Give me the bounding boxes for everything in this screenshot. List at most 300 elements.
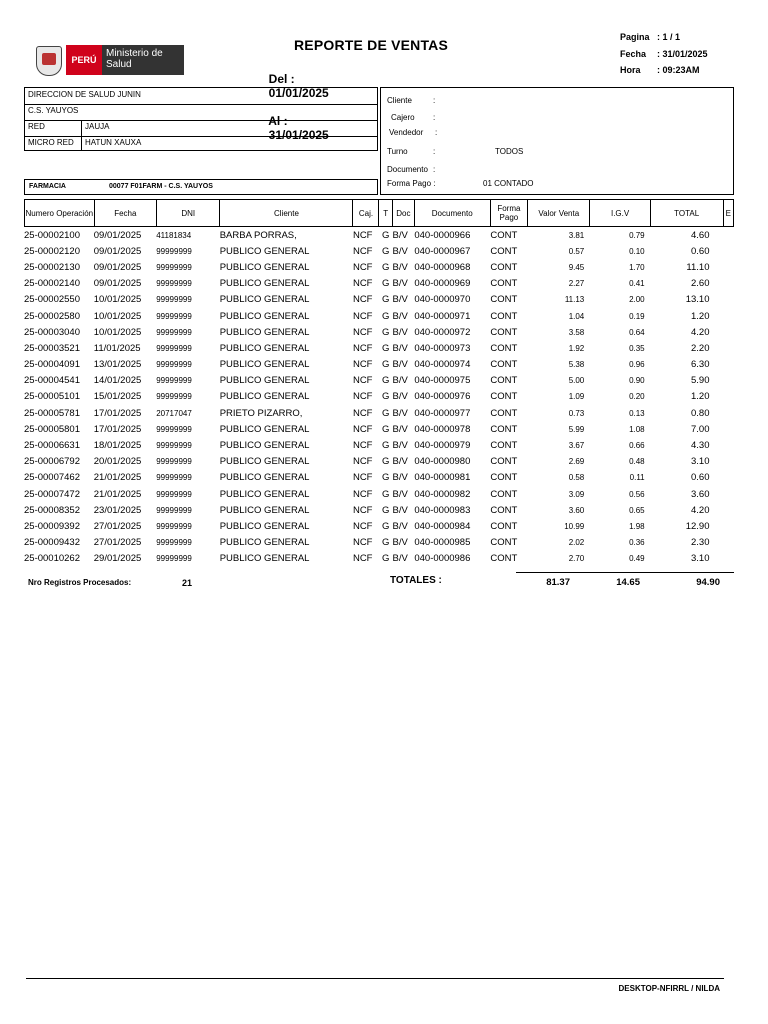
table-row [24, 551, 734, 567]
table-row [24, 518, 734, 534]
cell-forma-pago: CONT [490, 456, 518, 468]
cell-fecha: 29/01/2025 [93, 553, 142, 565]
table-row [24, 389, 734, 405]
cell-dni: 99999999 [156, 554, 192, 564]
cell-e [724, 502, 735, 518]
cell-t: G [382, 520, 390, 532]
cell-t: G [382, 423, 390, 435]
cell-dni: 99999999 [156, 489, 192, 499]
cell-dni: 99999999 [156, 327, 192, 337]
col-documento: Documento [414, 200, 490, 227]
cell-t: G [382, 488, 390, 500]
cell-fecha: 10/01/2025 [93, 326, 142, 338]
cell-numero-operacion: 25-00003521 [24, 342, 80, 354]
cell-igv: 0.10 [629, 246, 645, 256]
cell-forma-pago: CONT [490, 553, 518, 565]
cell-total: 12.90 [685, 520, 710, 532]
cell-valor-venta: 11.13 [564, 295, 585, 305]
cell-total: 3.10 [691, 456, 710, 468]
cell-e [724, 421, 735, 437]
fecha-label: Fecha [620, 49, 647, 59]
cell-fecha: 09/01/2025 [93, 278, 142, 290]
total-valor-venta: 81.37 [546, 577, 570, 588]
cell-t: G [382, 504, 390, 516]
col-caj: Caj. [353, 200, 379, 227]
cell-t: G [382, 456, 390, 468]
cell-total: 4.60 [691, 229, 710, 241]
cell-fecha: 10/01/2025 [93, 310, 142, 322]
table-row [24, 308, 734, 324]
cell-cliente: PUBLICO GENERAL [219, 553, 310, 565]
cs-text: C.S. YAUYOS [28, 106, 79, 115]
cell-documento: 040-0000970 [414, 294, 471, 306]
cell-dni: 99999999 [156, 441, 192, 451]
cell-documento: 040-0000982 [414, 488, 471, 500]
cell-t: G [382, 375, 390, 387]
totals-divider [516, 572, 734, 573]
cell-documento: 040-0000976 [414, 391, 471, 403]
cell-forma-pago: CONT [490, 342, 518, 354]
turno-value: : [433, 147, 436, 156]
col-cliente: Cliente [220, 200, 353, 227]
cell-forma-pago: CONT [490, 520, 518, 532]
cell-forma-pago: CONT [490, 229, 518, 241]
cell-t: G [382, 553, 390, 565]
del-label: Del : [268, 72, 295, 86]
cell-e [724, 389, 735, 405]
cell-numero-operacion: 25-00010262 [24, 553, 80, 565]
cell-documento: 040-0000979 [414, 440, 471, 452]
cell-valor-venta: 1.09 [568, 392, 585, 402]
cell-t: G [382, 537, 390, 549]
turno-text: TODOS [495, 147, 524, 156]
cell-caj: NCF [352, 488, 373, 500]
cell-valor-venta: 3.58 [568, 327, 585, 337]
cell-doc: B/V [392, 440, 408, 452]
cell-fecha: 09/01/2025 [93, 245, 142, 257]
cell-caj: NCF [352, 310, 373, 322]
sales-table-header [24, 199, 734, 227]
cell-forma-pago: CONT [490, 472, 518, 484]
cell-valor-venta: 3.60 [568, 505, 585, 515]
al-label: Al : [268, 114, 288, 128]
cell-cliente: PUBLICO GENERAL [219, 342, 310, 354]
col-fecha: Fecha [94, 200, 156, 227]
cell-documento: 040-0000968 [414, 261, 471, 273]
cell-forma-pago: CONT [490, 245, 518, 257]
cell-caj: NCF [352, 553, 373, 565]
cell-forma-pago: CONT [490, 278, 518, 290]
cell-valor-venta: 2.69 [568, 457, 585, 467]
cell-dni: 99999999 [156, 343, 192, 353]
cell-doc: B/V [392, 553, 408, 565]
cell-forma-pago: CONT [490, 504, 518, 516]
cell-total: 4.30 [691, 440, 710, 452]
cell-cliente: PUBLICO GENERAL [219, 520, 310, 532]
cell-forma-pago: CONT [490, 407, 518, 419]
cell-forma-pago: CONT [490, 294, 518, 306]
cell-total: 2.30 [691, 537, 710, 549]
cell-total: 0.80 [691, 407, 710, 419]
cell-cliente: PUBLICO GENERAL [219, 294, 310, 306]
cell-t: G [382, 342, 390, 354]
cell-forma-pago: CONT [490, 261, 518, 273]
cell-dni: 41181834 [156, 230, 192, 240]
cell-valor-venta: 0.73 [568, 408, 585, 418]
cell-forma-pago: CONT [490, 326, 518, 338]
cell-dni: 99999999 [156, 262, 192, 272]
cell-fecha: 21/01/2025 [93, 472, 142, 484]
cell-total: 7.00 [691, 423, 710, 435]
red-label: RED [28, 122, 45, 131]
cell-doc: B/V [392, 504, 408, 516]
cell-dni: 99999999 [156, 505, 192, 515]
cell-caj: NCF [352, 537, 373, 549]
cell-caj: NCF [352, 342, 373, 354]
cell-fecha: 23/01/2025 [93, 504, 142, 516]
farmacia-box [24, 179, 378, 195]
cell-igv: 0.35 [629, 343, 645, 353]
cell-forma-pago: CONT [490, 391, 518, 403]
footer-divider [26, 978, 724, 979]
cell-e [724, 551, 735, 567]
establishment-info [24, 87, 378, 151]
cell-fecha: 15/01/2025 [93, 391, 142, 403]
cell-numero-operacion: 25-00005101 [24, 391, 80, 403]
table-row [24, 243, 734, 259]
cell-e [724, 324, 735, 340]
peru-logo: PERÚ [66, 45, 102, 75]
cell-doc: B/V [392, 278, 408, 290]
cell-fecha: 21/01/2025 [93, 488, 142, 500]
cell-cliente: PUBLICO GENERAL [219, 440, 310, 452]
cell-cliente: PRIETO PIZARRO, [219, 407, 303, 419]
cell-numero-operacion: 25-00009392 [24, 520, 80, 532]
cell-numero-operacion: 25-00004541 [24, 375, 80, 387]
cell-numero-operacion: 25-00005781 [24, 407, 80, 419]
cell-fecha: 09/01/2025 [93, 229, 142, 241]
cell-forma-pago: CONT [490, 375, 518, 387]
cell-t: G [382, 407, 390, 419]
cell-caj: NCF [352, 261, 373, 273]
cell-valor-venta: 2.27 [568, 279, 585, 289]
cell-valor-venta: 2.02 [568, 538, 585, 548]
table-row [24, 454, 734, 470]
cell-doc: B/V [392, 229, 408, 241]
cell-total: 11.10 [686, 261, 710, 273]
cell-dni: 20717047 [156, 408, 192, 418]
table-row [24, 502, 734, 518]
cell-total: 3.60 [691, 488, 710, 500]
cell-dni: 99999999 [156, 538, 192, 548]
cell-fecha: 17/01/2025 [93, 423, 142, 435]
cell-t: G [382, 472, 390, 484]
total-igv: 14.65 [616, 577, 640, 588]
cell-cliente: BARBA PORRAS, [219, 229, 297, 241]
cell-numero-operacion: 25-00003040 [24, 326, 80, 338]
farmacia-value: 00077 F01FARM - C.S. YAUYOS [109, 183, 213, 190]
pagina-label: Pagina [620, 32, 650, 42]
cell-documento: 040-0000975 [414, 375, 471, 387]
cell-documento: 040-0000980 [414, 456, 471, 468]
cell-fecha: 17/01/2025 [93, 407, 142, 419]
cell-cliente: PUBLICO GENERAL [219, 472, 310, 484]
cell-igv: 0.90 [629, 376, 645, 386]
cell-e [724, 470, 735, 486]
cell-documento: 040-0000971 [414, 310, 471, 322]
cell-t: G [382, 294, 390, 306]
al-value: 31/01/2025 [268, 128, 329, 142]
cell-numero-operacion: 25-00008352 [24, 504, 80, 516]
cell-valor-venta: 3.67 [568, 441, 585, 451]
cell-forma-pago: CONT [490, 537, 518, 549]
cell-e [724, 437, 735, 453]
table-row [24, 437, 734, 453]
cell-t: G [382, 310, 390, 322]
cell-valor-venta: 5.00 [568, 376, 585, 386]
cliente-value: : [433, 96, 436, 105]
registros-value: 21 [182, 578, 193, 588]
cell-valor-venta: 0.58 [568, 473, 585, 483]
table-row [24, 259, 734, 275]
cell-e [724, 357, 735, 373]
cell-cliente: PUBLICO GENERAL [219, 278, 310, 290]
cell-doc: B/V [392, 261, 408, 273]
cell-valor-venta: 3.09 [568, 489, 585, 499]
cell-total: 4.20 [691, 504, 710, 516]
cell-valor-venta: 0.57 [568, 246, 585, 256]
cell-numero-operacion: 25-00002100 [24, 229, 80, 241]
cell-igv: 0.49 [629, 554, 645, 564]
cell-forma-pago: CONT [490, 440, 518, 452]
cell-igv: 0.64 [629, 327, 645, 337]
table-row [24, 357, 734, 373]
cell-numero-operacion: 25-00002550 [24, 294, 80, 306]
cell-fecha: 13/01/2025 [93, 359, 142, 371]
cell-documento: 040-0000983 [414, 504, 471, 516]
col-t: T [379, 200, 393, 227]
table-row [24, 276, 734, 292]
cell-dni: 99999999 [156, 376, 192, 386]
direccion-text: DIRECCION DE SALUD JUNIN [28, 90, 141, 99]
table-row [24, 405, 734, 421]
cell-t: G [382, 440, 390, 452]
table-row [24, 486, 734, 502]
cell-igv: 0.41 [629, 279, 645, 289]
cell-dni: 99999999 [156, 279, 192, 289]
cell-doc: B/V [392, 342, 408, 354]
cell-igv: 1.70 [629, 262, 645, 272]
cell-valor-venta: 1.92 [568, 343, 585, 353]
del-value: 01/01/2025 [268, 86, 329, 100]
cell-e [724, 405, 735, 421]
cell-igv: 0.79 [629, 230, 645, 240]
cell-e [724, 243, 735, 259]
table-row [24, 470, 734, 486]
cell-dni: 99999999 [156, 457, 192, 467]
coat-of-arms-icon [36, 46, 62, 76]
cell-igv: 1.08 [629, 424, 645, 434]
cell-t: G [382, 261, 390, 273]
cell-documento: 040-0000966 [414, 229, 471, 241]
sales-table [24, 227, 734, 567]
cell-forma-pago: CONT [490, 488, 518, 500]
totales-label: TOTALES : [390, 575, 442, 586]
col-e: E [723, 200, 733, 227]
col-numero-operacion: Numero Operación [25, 200, 95, 227]
col-forma-pago: Forma Pago [490, 200, 527, 227]
cell-igv: 0.20 [629, 392, 645, 402]
cell-numero-operacion: 25-00006792 [24, 456, 80, 468]
table-row [24, 324, 734, 340]
cell-doc: B/V [392, 294, 408, 306]
cell-igv: 0.11 [629, 473, 645, 483]
cell-e [724, 373, 735, 389]
turno-label: Turno [387, 147, 408, 156]
microred-label: MICRO RED [28, 138, 74, 147]
pagina-value: : 1 / 1 [657, 32, 681, 42]
cell-total: 3.10 [691, 553, 710, 565]
cell-cliente: PUBLICO GENERAL [219, 391, 310, 403]
cell-fecha: 27/01/2025 [93, 537, 142, 549]
cell-fecha: 14/01/2025 [93, 375, 142, 387]
cell-cliente: PUBLICO GENERAL [219, 245, 310, 257]
cell-documento: 040-0000984 [414, 520, 471, 532]
cell-caj: NCF [352, 440, 373, 452]
cell-caj: NCF [352, 472, 373, 484]
cell-total: 1.20 [691, 391, 710, 403]
col-dni: DNI [157, 200, 220, 227]
table-row [24, 292, 734, 308]
cell-doc: B/V [392, 407, 408, 419]
microred-value: HATUN XAUXA [85, 138, 142, 147]
cell-fecha: 09/01/2025 [93, 261, 142, 273]
cell-doc: B/V [392, 456, 408, 468]
cell-valor-venta: 5.38 [568, 360, 585, 370]
cell-t: G [382, 278, 390, 290]
formapago-label: Forma Pago : [387, 179, 436, 188]
cell-caj: NCF [352, 504, 373, 516]
cell-numero-operacion: 25-00005801 [24, 423, 80, 435]
formapago-value: 01 CONTADO [483, 179, 534, 188]
cell-e [724, 340, 735, 356]
documento-label: Documento [387, 165, 428, 174]
cell-caj: NCF [352, 278, 373, 290]
cell-fecha: 11/01/2025 [93, 342, 141, 354]
cell-numero-operacion: 25-00002120 [24, 245, 80, 257]
cell-numero-operacion: 25-00002130 [24, 261, 80, 273]
cell-valor-venta: 2.70 [568, 554, 585, 564]
cell-igv: 0.65 [629, 505, 645, 515]
cell-doc: B/V [392, 472, 408, 484]
cell-dni: 99999999 [156, 246, 192, 256]
cell-fecha: 10/01/2025 [93, 294, 142, 306]
cell-doc: B/V [392, 423, 408, 435]
cell-doc: B/V [392, 391, 408, 403]
cell-doc: B/V [392, 375, 408, 387]
cell-dni: 99999999 [156, 521, 192, 531]
cell-dni: 99999999 [156, 392, 192, 402]
cell-caj: NCF [352, 375, 373, 387]
col-doc: Doc [392, 200, 414, 227]
cell-cliente: PUBLICO GENERAL [219, 423, 310, 435]
cell-total: 2.20 [691, 342, 710, 354]
cell-documento: 040-0000978 [414, 423, 471, 435]
cell-valor-venta: 10.99 [564, 521, 585, 531]
total-total: 94.90 [696, 577, 720, 588]
col-valor-venta: Valor Venta [528, 200, 590, 227]
col-total: TOTAL [650, 200, 723, 227]
cell-caj: NCF [352, 229, 373, 241]
footer-user: DESKTOP-NFIRRL / NILDA [618, 984, 720, 993]
cell-t: G [382, 245, 390, 257]
cell-e [724, 486, 735, 502]
cell-caj: NCF [352, 520, 373, 532]
cajero-label: Cajero [391, 113, 415, 122]
vendedor-value: : [435, 128, 438, 137]
cell-numero-operacion: 25-00002580 [24, 310, 80, 322]
cell-caj: NCF [352, 456, 373, 468]
cell-e [724, 259, 735, 275]
cell-doc: B/V [392, 359, 408, 371]
cell-dni: 99999999 [156, 295, 192, 305]
cell-dni: 99999999 [156, 424, 192, 434]
cell-cliente: PUBLICO GENERAL [219, 537, 310, 549]
hora-value: : 09:23AM [657, 65, 700, 75]
cell-total: 5.90 [691, 375, 710, 387]
table-row [24, 227, 734, 243]
cell-dni: 99999999 [156, 360, 192, 370]
cajero-value: : [433, 113, 436, 122]
cell-e [724, 227, 735, 243]
cell-doc: B/V [392, 310, 408, 322]
table-row [24, 535, 734, 551]
vendedor-label: Vendedor [389, 128, 424, 137]
registros-label: Nro Registros Procesados: [28, 578, 132, 587]
cell-total: 6.30 [691, 359, 710, 371]
cell-caj: NCF [352, 359, 373, 371]
cell-cliente: PUBLICO GENERAL [219, 456, 310, 468]
table-row [24, 421, 734, 437]
cell-cliente: PUBLICO GENERAL [219, 310, 310, 322]
cell-forma-pago: CONT [490, 310, 518, 322]
cell-doc: B/V [392, 537, 408, 549]
cell-cliente: PUBLICO GENERAL [219, 261, 310, 273]
documento-value: : [433, 165, 436, 174]
cell-cliente: PUBLICO GENERAL [219, 375, 310, 387]
cell-numero-operacion: 25-00007462 [24, 472, 80, 484]
cell-documento: 040-0000967 [414, 245, 471, 257]
cell-valor-venta: 9.45 [568, 262, 585, 272]
cell-e [724, 276, 735, 292]
cell-numero-operacion: 25-00006631 [24, 440, 80, 452]
cell-cliente: PUBLICO GENERAL [219, 488, 310, 500]
cell-igv: 1.98 [629, 521, 645, 531]
hora-label: Hora [620, 65, 641, 75]
cell-igv: 0.48 [629, 457, 645, 467]
cell-e [724, 308, 735, 324]
cell-numero-operacion: 25-00009432 [24, 537, 80, 549]
cell-total: 4.20 [691, 326, 710, 338]
ministerio-logo: Ministerio de Salud [102, 45, 184, 75]
cell-numero-operacion: 25-00002140 [24, 278, 80, 290]
cell-igv: 0.56 [629, 489, 645, 499]
cell-caj: NCF [352, 407, 373, 419]
cell-forma-pago: CONT [490, 423, 518, 435]
cell-caj: NCF [352, 294, 373, 306]
cell-fecha: 27/01/2025 [93, 520, 142, 532]
cell-doc: B/V [392, 326, 408, 338]
